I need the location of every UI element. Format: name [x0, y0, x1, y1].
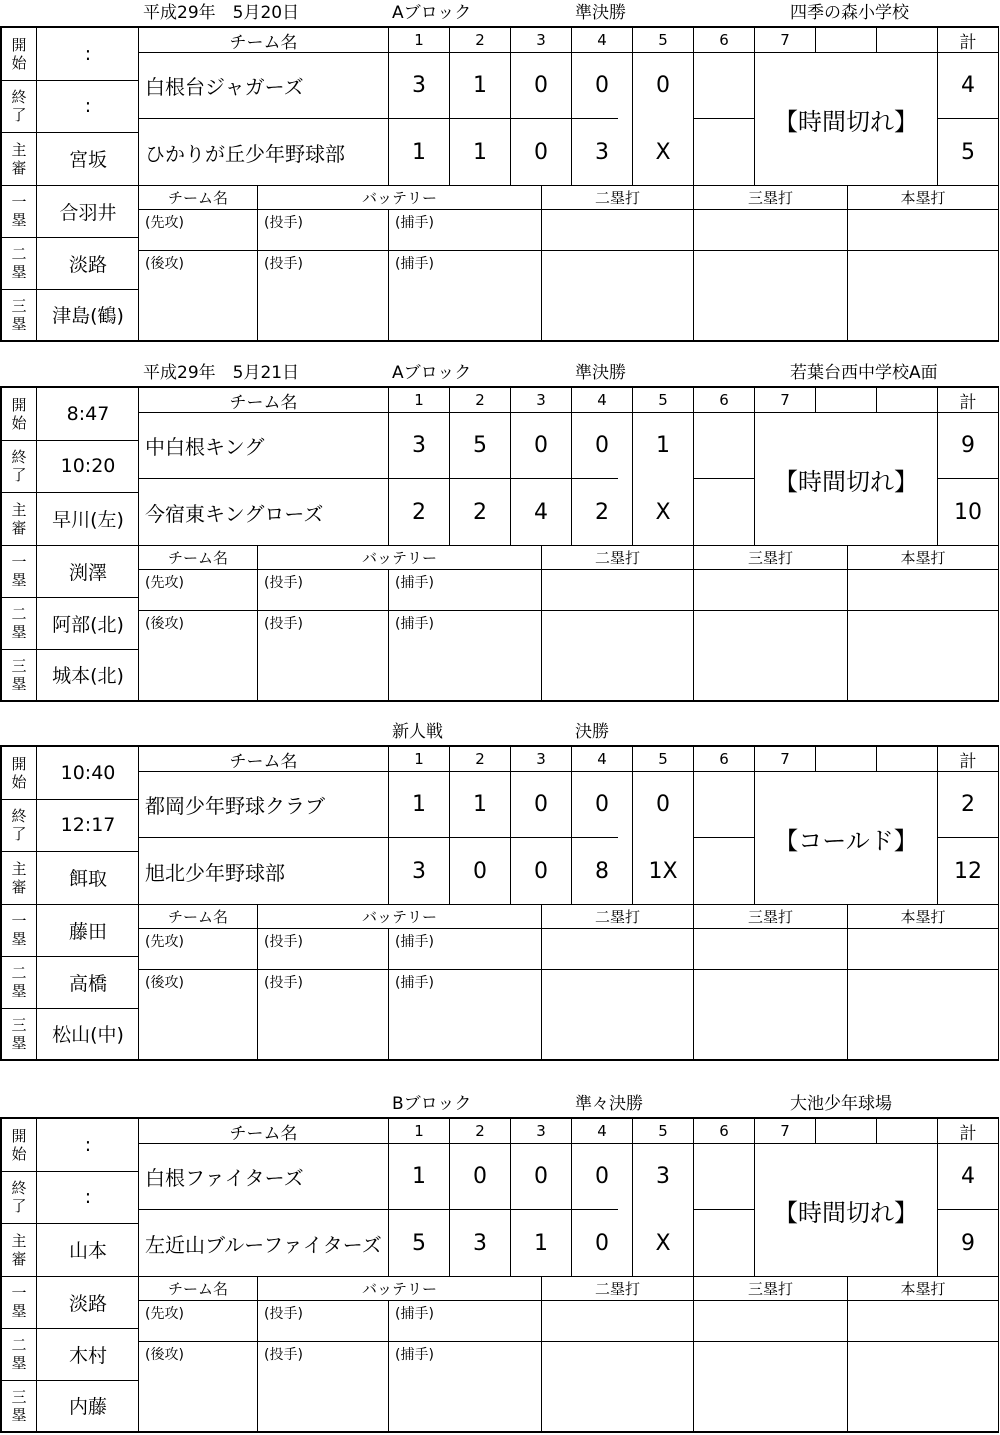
label-char: 了 [11, 825, 27, 843]
inning-header: 2 [475, 31, 485, 49]
umpire-second: 阿部(北) [52, 613, 124, 636]
total-score: 4 [961, 1164, 975, 1189]
inning-header: 7 [780, 1122, 790, 1140]
inning-header: 4 [597, 391, 607, 409]
header-date: 平成29年 5月21日 [143, 363, 300, 383]
pitcher-label: (投手) [264, 256, 303, 272]
inning-score: 0 [595, 1164, 609, 1189]
label-char: 了 [11, 466, 27, 484]
inning-header: 4 [597, 31, 607, 49]
triple-header: 三塁打 [747, 548, 793, 567]
grid-line [693, 1209, 754, 1210]
batting-order-bottom: (後攻) [145, 975, 184, 991]
inning-score: 2 [595, 499, 609, 525]
homer-header: 本塁打 [900, 1279, 946, 1298]
label-char: 塁 [11, 1302, 27, 1320]
battery-header: バッテリー [361, 188, 437, 207]
label-end [2, 799, 36, 851]
batting-order-top: (先攻) [145, 1306, 184, 1322]
inning-score: 2 [473, 499, 487, 525]
inning-header: 3 [536, 750, 546, 768]
inning-header: 6 [719, 750, 729, 768]
label-char: 塁 [11, 1033, 27, 1052]
inning-score: 1 [656, 433, 670, 458]
label-char: 二 [11, 605, 27, 623]
label-char: 三 [11, 1015, 27, 1034]
catcher-label: (捕手) [395, 975, 434, 991]
inning-score: 1 [534, 1230, 548, 1256]
inning-score: 1 [412, 792, 426, 817]
triple-header: 三塁打 [747, 188, 793, 207]
label-first [2, 904, 36, 956]
umpire-second: 高橋 [68, 972, 107, 995]
inning-score: 0 [534, 139, 548, 165]
umpire-third: 内藤 [68, 1396, 107, 1418]
label-first [2, 185, 36, 237]
score-table [0, 745, 999, 1061]
inning-score: 0 [534, 433, 548, 458]
inning-score: 3 [595, 139, 609, 165]
detail-team-header: チーム名 [167, 548, 228, 567]
total-score: 4 [961, 73, 975, 98]
label-char: 塁 [11, 571, 27, 589]
label-char: 二 [11, 964, 27, 982]
inning-header: 3 [536, 31, 546, 49]
inning-score: 3 [656, 1164, 670, 1189]
inning-header: 2 [475, 750, 485, 768]
inning-header [816, 747, 876, 771]
umpire-third: 城本(北) [52, 665, 124, 687]
pitcher-label: (投手) [264, 575, 303, 591]
total-header: 計 [959, 392, 977, 413]
label-char: 開 [11, 1127, 27, 1145]
score-table [0, 26, 999, 342]
label-char: 三 [11, 656, 27, 675]
label-char: 主 [11, 140, 27, 159]
catcher-label: (捕手) [395, 215, 434, 231]
team-name: 都岡少年野球クラブ [145, 794, 325, 818]
inning-header: 7 [780, 391, 790, 409]
umpire-second: 淡路 [68, 253, 107, 276]
header-block: Aブロック [392, 363, 472, 383]
label-char: 終 [11, 1179, 27, 1197]
pitcher-label: (投手) [264, 616, 303, 632]
grid-line [998, 747, 999, 1059]
inning-score: 0 [534, 1164, 548, 1189]
inning-score: 0 [595, 1230, 609, 1256]
catcher-label: (捕手) [395, 256, 434, 272]
detail-team-header: チーム名 [167, 188, 228, 207]
label-char: 了 [11, 1197, 27, 1215]
label-char: 終 [11, 448, 27, 466]
game-card [0, 1091, 1000, 1435]
total-header: 計 [959, 32, 977, 53]
inning-score: 1 [412, 139, 426, 165]
catcher-label: (捕手) [395, 934, 434, 950]
header-round: 決勝 [575, 722, 609, 742]
total-header: 計 [959, 751, 977, 772]
inning-header: 5 [658, 31, 668, 49]
inning-header: 1 [414, 750, 424, 768]
label-char: 塁 [11, 1354, 27, 1372]
inning-header: 6 [719, 391, 729, 409]
team-name: 中白根キング [145, 435, 265, 459]
label-third [2, 1008, 36, 1059]
inning-score: 1 [412, 1164, 426, 1189]
label-second [2, 956, 36, 1008]
label-char: 塁 [11, 674, 27, 693]
header-date: 平成29年 5月20日 [143, 3, 300, 23]
catcher-label: (捕手) [395, 1306, 434, 1322]
inning-header: 4 [597, 1122, 607, 1140]
inning-score: 1X [648, 858, 678, 884]
label-char: 審 [11, 1249, 27, 1268]
label-char: 主 [11, 500, 27, 519]
inning-score: 8 [595, 858, 609, 884]
inning-header: 5 [658, 1122, 668, 1140]
pitcher-label: (投手) [264, 975, 303, 991]
label-char: 二 [11, 245, 27, 263]
umpire-third: 松山(中) [52, 1024, 124, 1046]
grid-line [693, 118, 754, 119]
inning-header [877, 28, 937, 52]
label-first [2, 545, 36, 597]
label-char: 三 [11, 1387, 27, 1406]
double-header: 二塁打 [594, 188, 640, 207]
label-start [2, 1119, 36, 1171]
umpire-third: 津島(鶴) [52, 305, 124, 327]
label-char: 塁 [11, 263, 27, 281]
label-second [2, 1328, 36, 1380]
grid-line [998, 388, 999, 700]
detail-team-header: チーム名 [167, 907, 228, 926]
catcher-label: (捕手) [395, 575, 434, 591]
game-result-note: 【コールド】 [774, 826, 918, 855]
label-start [2, 28, 36, 80]
header-venue: 四季の森小学校 [790, 3, 909, 23]
inning-header: 4 [597, 750, 607, 768]
team-name-header: チーム名 [229, 1123, 298, 1144]
triple-header: 三塁打 [747, 907, 793, 926]
inning-score: 0 [656, 73, 670, 98]
batting-order-top: (先攻) [145, 934, 184, 950]
game-result-note: 【時間切れ】 [774, 1198, 918, 1227]
batting-order-top: (先攻) [145, 215, 184, 231]
team-name-header: チーム名 [229, 32, 298, 53]
umpire-chief: 山本 [68, 1240, 107, 1262]
label-char: 始 [11, 414, 27, 432]
triple-header: 三塁打 [747, 1279, 793, 1298]
homer-header: 本塁打 [900, 907, 946, 926]
inning-header: 7 [780, 750, 790, 768]
inning-score: 0 [473, 1164, 487, 1189]
homer-header: 本塁打 [900, 188, 946, 207]
label-char: 審 [11, 518, 27, 537]
inning-score: 1 [473, 73, 487, 98]
batting-order-bottom: (後攻) [145, 1347, 184, 1363]
game-result-note: 【時間切れ】 [774, 107, 918, 136]
total-score: 9 [961, 433, 975, 458]
end-time: 10:20 [60, 455, 116, 477]
label-char: 始 [11, 1145, 27, 1163]
inning-score: 3 [473, 1230, 487, 1256]
game-card [0, 0, 1000, 344]
grid-line [693, 837, 754, 838]
total-score: 2 [961, 792, 975, 817]
pitcher-label: (投手) [264, 215, 303, 231]
inning-score: 2 [412, 499, 426, 525]
label-char: 塁 [11, 623, 27, 641]
game-result-note: 【時間切れ】 [774, 467, 918, 496]
label-char: 開 [11, 396, 27, 414]
inning-header [877, 388, 937, 412]
inning-score: 0 [534, 858, 548, 884]
label-char: 一 [11, 912, 27, 930]
label-char: 終 [11, 88, 27, 106]
inning-score: 0 [473, 858, 487, 884]
pitcher-label: (投手) [264, 1347, 303, 1363]
end-time: : [84, 95, 92, 117]
team-name-header: チーム名 [229, 751, 298, 772]
detail-team-header: チーム名 [167, 1279, 228, 1298]
label-char: 塁 [11, 930, 27, 948]
label-end [2, 440, 36, 492]
label-char: 塁 [11, 982, 27, 1000]
label-char: 塁 [11, 211, 27, 229]
pitcher-label: (投手) [264, 1306, 303, 1322]
inning-score: 3 [412, 433, 426, 458]
total-header: 計 [959, 1123, 977, 1144]
pitcher-label: (投手) [264, 934, 303, 950]
team-name: 白根台ジャガーズ [145, 75, 304, 99]
catcher-label: (捕手) [395, 616, 434, 632]
start-time: 10:40 [60, 762, 116, 784]
header-block: Aブロック [392, 3, 472, 23]
battery-header: バッテリー [361, 1279, 437, 1298]
game-card [0, 719, 1000, 1063]
header-round: 準決勝 [575, 3, 626, 23]
label-chief [2, 132, 36, 185]
umpire-first: 合羽井 [59, 201, 117, 224]
inning-score: 0 [534, 73, 548, 98]
label-char: 二 [11, 1336, 27, 1354]
total-score: 12 [954, 858, 982, 884]
label-char: 終 [11, 807, 27, 825]
label-char: 塁 [11, 1405, 27, 1424]
team-name: 左近山ブルーファイターズ [145, 1232, 382, 1257]
label-second [2, 237, 36, 289]
label-char: 一 [11, 1284, 27, 1302]
start-time: : [84, 43, 92, 65]
label-third [2, 289, 36, 340]
inning-score: 0 [534, 792, 548, 817]
inning-score: X [655, 1230, 671, 1256]
label-chief [2, 851, 36, 904]
label-char: 始 [11, 773, 27, 791]
label-char: 主 [11, 859, 27, 878]
label-char: 主 [11, 1231, 27, 1250]
inning-header: 1 [414, 1122, 424, 1140]
umpire-first: 藤田 [68, 920, 107, 943]
double-header: 二塁打 [594, 548, 640, 567]
end-time: : [84, 1186, 92, 1208]
total-score: 5 [961, 139, 975, 165]
end-time: 12:17 [60, 814, 116, 836]
catcher-label: (捕手) [395, 1347, 434, 1363]
inning-score: 3 [412, 73, 426, 98]
inning-header: 6 [719, 31, 729, 49]
inning-score: 5 [412, 1230, 426, 1256]
inning-header: 1 [414, 31, 424, 49]
team-name: ひかりが丘少年野球部 [145, 141, 345, 166]
inning-score: X [655, 499, 671, 525]
start-time: 8:47 [66, 403, 110, 425]
header-venue: 若葉台西中学校A面 [790, 363, 938, 383]
label-end [2, 1171, 36, 1223]
umpire-chief: 早川(左) [52, 509, 124, 531]
inning-score: 0 [656, 792, 670, 817]
team-name-header: チーム名 [229, 392, 298, 413]
label-char: 一 [11, 193, 27, 211]
team-name: 旭北少年野球部 [145, 860, 285, 885]
batting-order-top: (先攻) [145, 575, 184, 591]
header-round: 準決勝 [575, 363, 626, 383]
total-score: 10 [954, 499, 982, 525]
inning-header: 1 [414, 391, 424, 409]
label-chief [2, 492, 36, 545]
inning-header: 5 [658, 750, 668, 768]
umpire-first: 淡路 [68, 1292, 107, 1315]
inning-score: 0 [595, 73, 609, 98]
batting-order-bottom: (後攻) [145, 256, 184, 272]
inning-score: 0 [595, 792, 609, 817]
label-char: 塁 [11, 314, 27, 333]
start-time: : [84, 1134, 92, 1156]
inning-score: 5 [473, 433, 487, 458]
label-third [2, 1380, 36, 1431]
game-card [0, 360, 1000, 704]
label-first [2, 1276, 36, 1328]
label-start [2, 747, 36, 799]
inning-score: 3 [412, 858, 426, 884]
team-name: 今宿東キングローズ [145, 501, 324, 526]
battery-header: バッテリー [361, 548, 437, 567]
label-end [2, 80, 36, 132]
inning-header [877, 1119, 937, 1143]
inning-header [877, 747, 937, 771]
inning-header: 3 [536, 1122, 546, 1140]
score-table [0, 386, 999, 702]
inning-score: 1 [473, 792, 487, 817]
inning-header: 2 [475, 391, 485, 409]
header-block: 新人戦 [392, 722, 443, 742]
inning-header: 2 [475, 1122, 485, 1140]
inning-header: 7 [780, 31, 790, 49]
batting-order-bottom: (後攻) [145, 616, 184, 632]
label-char: 審 [11, 877, 27, 896]
inning-header: 6 [719, 1122, 729, 1140]
double-header: 二塁打 [594, 1279, 640, 1298]
inning-header [816, 1119, 876, 1143]
label-start [2, 388, 36, 440]
team-name: 白根ファイターズ [145, 1166, 304, 1190]
inning-score: X [655, 139, 671, 165]
homer-header: 本塁打 [900, 548, 946, 567]
label-char: 一 [11, 553, 27, 571]
header-round: 準々決勝 [575, 1094, 643, 1114]
inning-header [816, 28, 876, 52]
label-char: 了 [11, 106, 27, 124]
umpire-chief: 宮坂 [68, 149, 107, 171]
umpire-first: 渕澤 [68, 561, 107, 584]
label-char: 開 [11, 36, 27, 54]
label-second [2, 597, 36, 649]
label-chief [2, 1223, 36, 1276]
label-char: 審 [11, 158, 27, 177]
inning-header [816, 388, 876, 412]
label-third [2, 649, 36, 700]
inning-score: 4 [534, 499, 548, 525]
grid-line [693, 478, 754, 479]
umpire-second: 木村 [68, 1344, 107, 1367]
inning-score: 0 [595, 433, 609, 458]
score-table [0, 1117, 999, 1433]
header-block: Bブロック [392, 1094, 472, 1114]
inning-header: 3 [536, 391, 546, 409]
grid-line [998, 1119, 999, 1431]
umpire-chief: 餌取 [68, 868, 107, 890]
label-char: 三 [11, 296, 27, 315]
inning-score: 1 [473, 139, 487, 165]
inning-header: 5 [658, 391, 668, 409]
grid-line [998, 28, 999, 340]
label-char: 開 [11, 755, 27, 773]
double-header: 二塁打 [594, 907, 640, 926]
total-score: 9 [961, 1230, 975, 1256]
header-venue: 大池少年球場 [790, 1094, 892, 1114]
battery-header: バッテリー [361, 907, 437, 926]
label-char: 始 [11, 54, 27, 72]
